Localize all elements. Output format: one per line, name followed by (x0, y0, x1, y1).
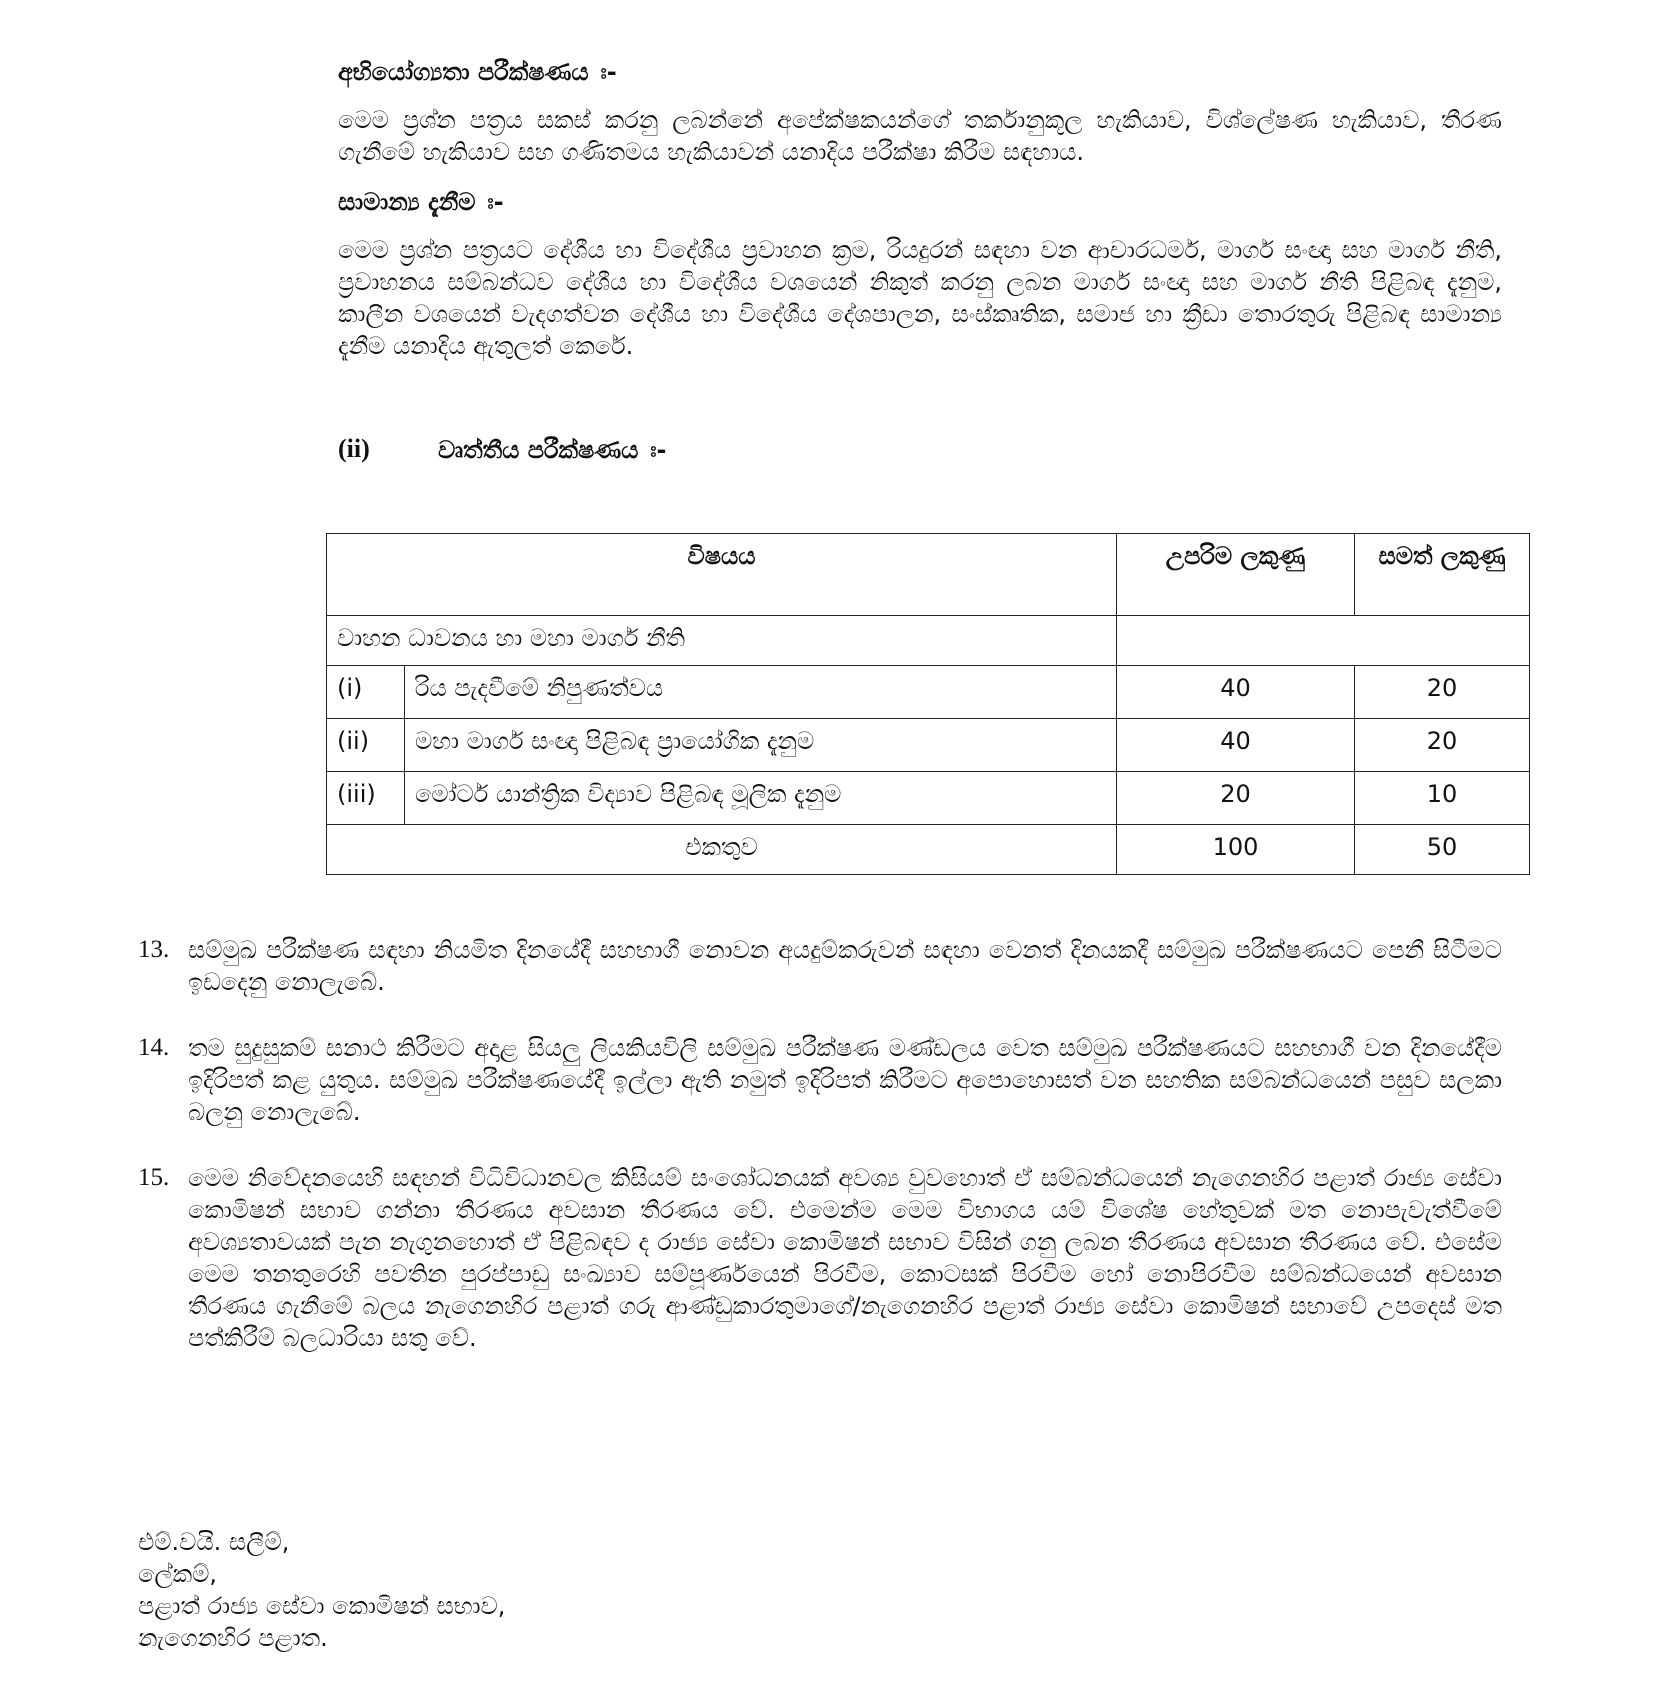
professional-number: (ii) (338, 434, 370, 463)
clause-number: 14. (138, 1034, 170, 1061)
table-total-row (327, 825, 1530, 875)
table-row (327, 719, 1530, 772)
table-section-row (327, 616, 1530, 666)
table-header-row (327, 534, 1530, 616)
signature-title: ලේකම්, (138, 1560, 218, 1588)
row-pass-marks: 20 (1355, 719, 1530, 772)
header-subject: විෂයය (327, 534, 1117, 616)
general-knowledge-paragraph: මෙම ප්‍රශ්න පත්‍රයට දේශීය හා විදේශීය ප්‍රවාහන ක්‍රම, රියදුරන් සඳහා වන ආචාරධර්ම, මාර්ග සංඥා සහ මාර්ග නීති, ප්‍රවාහනය සම්බන්ධව දේශීය හා විදේශීය වශයෙන් නිකුත් කරනු ලබන මාර්ග සංඥා සහ මාර්ග නීති පිළිබඳ දැනුම, කාලීන වශයෙන් වැදගත්වන දේශීය හා විදේශීය දේශපාලන, සංස්කෘතික, සමාජ හා ක්‍රීඩා තොරතුරු පිළිබඳ සාමාන්‍ය දැනීම යනාදිය ඇතුලත් කෙරේ. (338, 236, 1502, 360)
signature-organization: පළාත් රාජ්‍ය සේවා කොමිෂන් සභාව, (138, 1592, 506, 1620)
total-pass-marks: 50 (1355, 825, 1530, 875)
marks-table (326, 533, 1530, 875)
row-max-marks: 40 (1117, 719, 1355, 772)
clause-number: 15. (138, 1164, 170, 1191)
section-title: වාහන ධාවනය හා මහා මාර්ග නීති (327, 616, 1117, 666)
aptitude-paragraph: මෙම ප්‍රශ්න පත්‍රය සකස් කරනු ලබන්නේ අපේක්ෂකයන්ගේ තර්කානුකූල හැකියාව, විශ්ලේෂණ හැකියාව, තීරණ ගැනීමේ හැකියාව සහ ගණිතමය හැකියාවන් යනාදිය පරීක්ෂා කිරීම සඳහාය. (338, 106, 1502, 166)
signature-name: එම්.වයි. සලීම්, (138, 1528, 290, 1556)
table-row (327, 772, 1530, 825)
row-number: (ii) (327, 719, 405, 772)
row-pass-marks: 20 (1355, 666, 1530, 719)
header-max-marks: උපරිම ලකුණු (1117, 534, 1355, 616)
general-knowledge-heading: සාමාන්‍ය දැනීම ඃ- (338, 188, 504, 216)
clause-text: තම සුදුසුකම් සනාථ කිරීමට අදාළ සියලු ලියකියවිලි සම්මුඛ පරීක්ෂණ මණ්ඩලය වෙත සම්මුඛ පරීක්ෂණයට සහභාගී වන දිනයේදීම ඉදිරිපත් කළ යුතුය. සම්මුඛ පරීක්ෂණයේදී ඉල්ලා ඇති නමුත් ඉදිරිපත් කිරීමට අපොහොසත් වන සහතික සම්බන්ධයෙන් පසුව සලකා බලනු නොලැබේ. (188, 1034, 1502, 1126)
signature-place: නැගෙනහිර පළාත. (138, 1624, 328, 1652)
row-max-marks: 20 (1117, 772, 1355, 825)
row-subject: මහා මාර්ග සංඥා පිළිබඳ ප්‍රායෝගික දැනුම (405, 719, 1117, 772)
total-label: එකතුව (327, 825, 1117, 875)
row-max-marks: 40 (1117, 666, 1355, 719)
table-row (327, 666, 1530, 719)
total-max-marks: 100 (1117, 825, 1355, 875)
section-empty-cell (1117, 616, 1530, 666)
row-subject: රිය පැදවීමේ නිපුණත්වය (405, 666, 1117, 719)
clause-text: සම්මුඛ පරීක්ෂණ සඳහා නියමිත දිනයේදී සහභාගී නොවන අයදුම්කරුවන් සඳහා වෙනත් දිනයකදී සම්මුඛ පරීක්ෂණයට පෙනී සිටීමට ඉඩදෙනු නොලැබේ. (188, 936, 1502, 996)
row-number: (iii) (327, 772, 405, 825)
row-number: (i) (327, 666, 405, 719)
row-subject: මෝටර් යාන්ත්‍රික විද්‍යාව පිළිබඳ මූලික දැනුම (405, 772, 1117, 825)
clause-text: මෙම නිවේදනයෙහි සඳහන් විධිවිධානවල කිසියම් සංශෝධනයක් අවශ්‍ය වුවහොත් ඒ සම්බන්ධයෙන් නැගෙනහිර පළාත් රාජ්‍ය සේවා කොමිෂන් සභාව ගන්නා තීරණය අවසාන තීරණය වේ. එමෙන්ම මෙම විභාගය යම් විශේෂ හේතුවක් මත නොපැවැත්වීමේ අවශ්‍යතාවයක් පැන නැගුනහොත් ඒ පිළිබඳව ද රාජ්‍ය සේවා කොමිෂන් සභාව විසින් ගනු ලබන තීරණය අවසාන තීරණය වේ. එසේම මෙම තනතුරෙහි පවතින පුරප්පාඩු සංඛ්‍යාව සම්පූර්ණයෙන් පිරවීම, කොටසක් පිරවීම හෝ නොපිරවීම සම්බන්ධයෙන් අවසාන තීරණය ගැනීමේ බලය නැගෙනහිර පළාත් ගරු ආණ්ඩුකාරතුමාගේ/නැගෙනහිර පළාත් රාජ්‍ය සේවා කොමිෂන් සභාවේ උපදෙස් මත පත්කිරීම් බලධාරියා සතු වේ. (188, 1164, 1502, 1352)
professional-heading: වෘත්තීය පරීක්ෂණය ඃ- (438, 436, 667, 464)
clause-number: 13. (138, 936, 170, 963)
header-pass-marks: සමත් ලකුණු (1355, 534, 1530, 616)
aptitude-heading: අභියෝග්‍යතා පරීක්ෂණය ඃ- (338, 58, 617, 86)
row-pass-marks: 10 (1355, 772, 1530, 825)
